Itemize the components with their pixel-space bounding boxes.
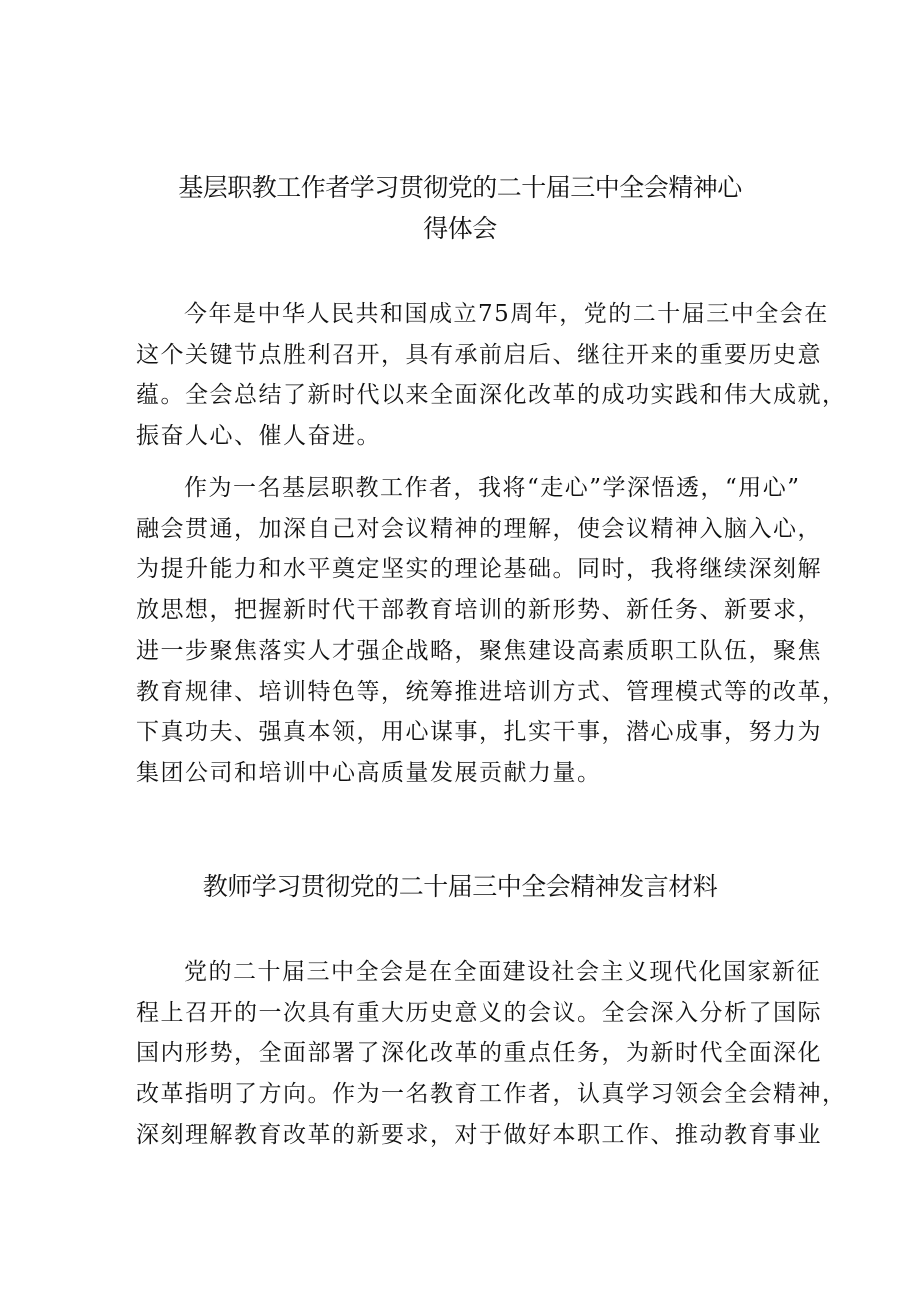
article-1-paragraph-1 [136, 294, 847, 457]
text-line: 作为一名基层职教工作者，我将“走心”学深悟透，“用心” [184, 475, 801, 501]
title-line: 得体会 [423, 214, 497, 243]
text-line: 程上召开的一次具有重大历史意义的会议。全会深入分析了国际 [136, 999, 822, 1026]
text-line: 改革指明了方向。作为一名教育工作者，认真学习领会全会精神， [136, 1081, 847, 1108]
title-line: 基层职教工作者学习贯彻党的二十届三中全会精神心 [178, 173, 742, 202]
text-line: 深刻理解教育改革的新要求，对于做好本职工作、推动教育事业 [136, 1121, 822, 1148]
article-2-paragraph-1 [136, 952, 847, 1156]
text-line: 进一步聚焦落实人才强企战略，聚焦建设高素质职工队伍，聚焦 [136, 637, 822, 664]
text-line: 放思想，把握新时代干部教育培训的新形势、新任务、新要求， [136, 597, 822, 624]
text-line: 党的二十届三中全会是在全面建设社会主义现代化国家新征 [184, 959, 821, 985]
article-2-title: 教师学习贯彻党的二十届三中全会精神发言材料 [202, 872, 718, 901]
text-line: 今年是中华人民共和国成立75周年，党的二十届三中全会在 [184, 301, 829, 327]
text-line: 这个关键节点胜利召开，具有承前启后、继往开来的重要历史意 [136, 341, 822, 368]
text-line: 国内形势，全面部署了深化改革的重点任务，为新时代全面深化 [136, 1040, 822, 1067]
article-1-paragraph-2 [136, 468, 847, 794]
text-line: 为提升能力和水平奠定坚实的理论基础。同时，我将继续深刻解 [136, 556, 822, 583]
article-1-title [110, 167, 810, 249]
text-line: 下真功夫、强真本领，用心谋事，扎实干事，潜心成事，努力为 [136, 719, 822, 746]
text-line: 融会贯通，加深自己对会议精神的理解，使会议精神入脑入心， [136, 515, 822, 542]
text-line: 集团公司和培训中心高质量发展贡献力量。 [136, 759, 602, 786]
text-line: 振奋人心、催人奋进。 [136, 423, 381, 450]
text-line: 教育规律、培训特色等，统筹推进培训方式、管理模式等的改革， [136, 678, 847, 705]
text-line: 蕴。全会总结了新时代以来全面深化改革的成功实践和伟大成就， [136, 382, 847, 409]
